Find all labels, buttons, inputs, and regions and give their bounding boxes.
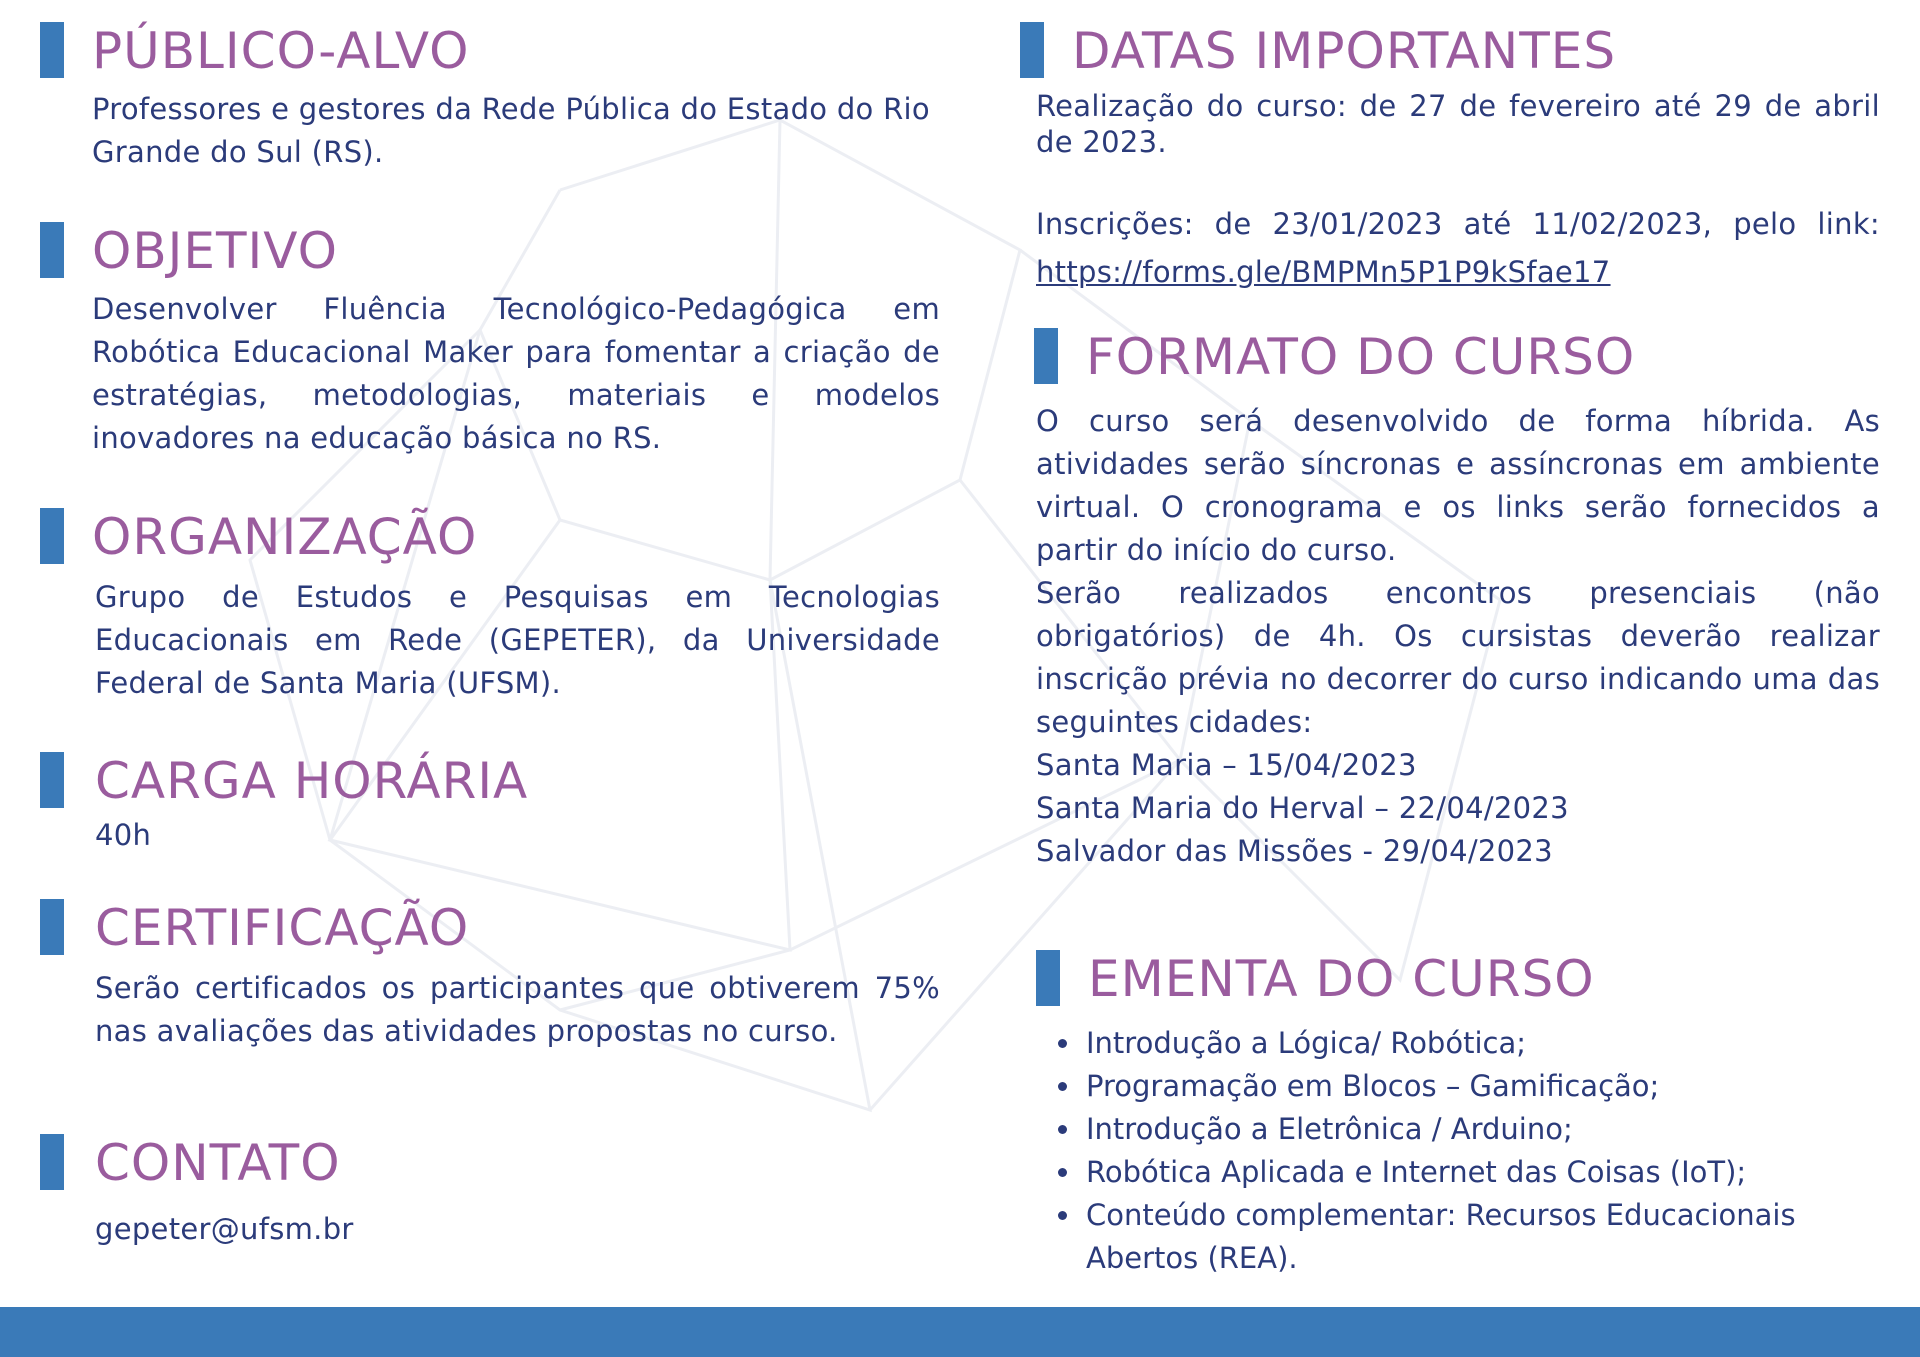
ementa-item: Conteúdo complementar: Recursos Educacionais Abertos (REA).	[1086, 1194, 1880, 1280]
carga-horaria-value: 40h	[95, 818, 152, 852]
objetivo-paragraph: Desenvolver Fluência Tecnológico-Pedagógica em Robótica Educacional Maker para fomentar a criação de estratégias, metodologias, materiais e modelos inovadores na educação básica no RS.	[92, 292, 940, 455]
section-heading	[40, 750, 940, 812]
heading-accent-bar	[1036, 950, 1060, 1006]
heading-publico-alvo: PÚBLICO-ALVO	[92, 22, 470, 80]
datas-text	[1036, 88, 1880, 290]
ementa-item: Introdução a Eletrônica / Arduino;	[1086, 1108, 1880, 1151]
section-heading	[40, 20, 940, 82]
city-date-item: Santa Maria do Herval – 22/04/2023	[1036, 791, 1569, 825]
section-formato-curso	[1034, 326, 1880, 873]
city-date-item: Salvador das Missões - 29/04/2023	[1036, 834, 1553, 868]
certificacao-text	[95, 967, 940, 1053]
heading-contato: CONTATO	[95, 1134, 341, 1192]
section-organizacao	[40, 506, 940, 705]
organizacao-paragraph: Grupo de Estudos e Pesquisas em Tecnologias Educacionais em Rede (GEPETER), da Universidade Federal de Santa Maria (UFSM).	[95, 580, 940, 700]
section-heading	[40, 220, 940, 282]
footer-bar	[0, 1307, 1920, 1357]
organizacao-text	[95, 576, 940, 705]
heading-objetivo: OBJETIVO	[92, 222, 338, 280]
section-datas-importantes	[1020, 20, 1880, 290]
heading-certificacao: CERTIFICAÇÃO	[95, 899, 470, 957]
heading-accent-bar	[40, 22, 64, 78]
heading-accent-bar	[1020, 22, 1044, 78]
formato-paragraph-1: O curso será desenvolvido de forma híbrida. As atividades serão síncronas e assíncronas em ambiente virtual. O cronograma e os links serão fornecidos a partir do início do curso.	[1036, 404, 1880, 567]
section-carga-horaria	[40, 750, 940, 857]
heading-ementa-curso: EMENTA DO CURSO	[1088, 950, 1595, 1008]
city-date-item: Santa Maria – 15/04/2023	[1036, 748, 1417, 782]
heading-accent-bar	[40, 899, 64, 955]
section-heading	[40, 1132, 940, 1194]
heading-datas-importantes: DATAS IMPORTANTES	[1072, 22, 1617, 80]
formato-text	[1036, 400, 1880, 873]
contato-text	[95, 1208, 940, 1251]
ementa-item: Introdução a Lógica/ Robótica;	[1086, 1022, 1880, 1065]
section-ementa-curso	[1036, 948, 1880, 1280]
heading-accent-bar	[1034, 328, 1058, 384]
publico-alvo-text	[92, 88, 940, 174]
heading-formato-curso: FORMATO DO CURSO	[1086, 328, 1636, 386]
heading-accent-bar	[40, 508, 64, 564]
section-objetivo	[40, 220, 940, 460]
publico-alvo-paragraph: Professores e gestores da Rede Pública do Estado do Rio Grande do Sul (RS).	[92, 92, 930, 169]
carga-horaria-text	[95, 814, 940, 857]
section-contato	[40, 1132, 940, 1251]
section-heading	[1036, 948, 1880, 1010]
section-heading	[40, 897, 940, 959]
certificacao-paragraph: Serão certificados os participantes que obtiverem 75% nas avaliações das atividades propostas no curso.	[95, 971, 940, 1048]
ementa-list	[1036, 1022, 1880, 1280]
inscricoes-paragraph: Inscrições: de 23/01/2023 até 11/02/2023, pelo link:	[1036, 207, 1880, 241]
section-certificacao	[40, 897, 940, 1053]
section-heading	[1020, 20, 1880, 82]
ementa-item: Robótica Aplicada e Internet das Coisas (IoT);	[1086, 1151, 1880, 1194]
contact-email[interactable]: gepeter@ufsm.br	[95, 1212, 354, 1246]
formato-paragraph-2: Serão realizados encontros presenciais (não obrigatórios) de 4h. Os cursistas deverão realizar inscrição prévia no decorrer do curso indicando uma das seguintes cidades:	[1036, 576, 1880, 739]
heading-accent-bar	[40, 752, 64, 808]
heading-accent-bar	[40, 222, 64, 278]
realizacao-paragraph: Realização do curso: de 27 de fevereiro até 29 de abril de 2023.	[1036, 89, 1880, 159]
section-heading	[40, 506, 940, 568]
ementa-item: Programação em Blocos – Gamificação;	[1086, 1065, 1880, 1108]
inscricoes-link-line	[1036, 254, 1880, 290]
registration-link[interactable]: https://forms.gle/BMPMn5P1P9kSfae17	[1036, 255, 1611, 289]
heading-organizacao: ORGANIZAÇÃO	[92, 508, 478, 566]
heading-accent-bar	[40, 1134, 64, 1190]
section-publico-alvo	[40, 20, 940, 174]
section-heading	[1034, 326, 1880, 388]
heading-carga-horaria: CARGA HORÁRIA	[95, 752, 529, 810]
objetivo-text	[92, 288, 940, 460]
